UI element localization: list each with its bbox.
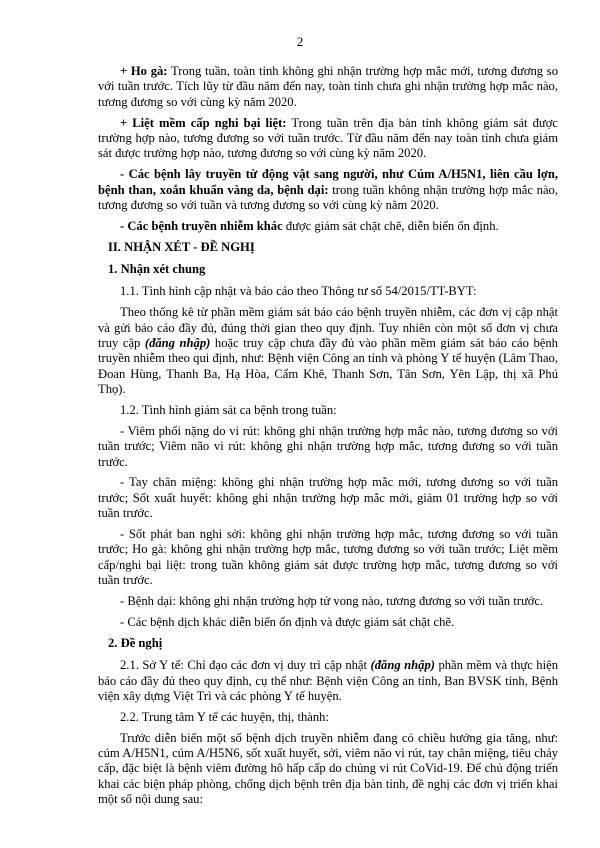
para-text: Theo thống kê từ phần mềm giám sát báo cáo bệnh truyền nhiễm, các đơn vị cập nhật và gửi báo cáo đầy đủ, đúng thời gian theo quy định. Tuy nhiên còn một số đơn vị chưa truy cập	[98, 305, 558, 351]
paragraph-2-2-detail: Trước diễn biến một số bệnh dịch truyền nhiễm đang có chiều hướng gia tăng, như: cúm A/H5N1, cúm A/H5N6, sốt xuất huyết, sởi, viêm não vi rút, tay chân miệng, tiêu chảy cấp, đặc biệt là bệnh viêm đường hô hấp cấp do chủng vi rút CoVid-19. Để chủ động triển khai các biện pháp phòng, chống dịch bệnh trên địa bàn tỉnh, đề nghị các đơn vị triển khai một số nội dung sau:	[98, 730, 558, 807]
para-text: - Sốt phát ban nghi sởi: không ghi nhận trường hợp mắc, tương đương so với tuần trước; Ho gà: không ghi nhận trường hợp mắc, tương đương so với tuần trước; Liệt mềm cấp/nghi bại liệt: trong tuần không giám sát được trường hợp mắc, tương đương so với tuần trước.	[98, 527, 558, 588]
para-text: trong tuần không nhận trường hợp mắc nào, tương đương so với tuần và tương đương so với cùng kỳ năm 2020.	[98, 182, 558, 213]
paragraph-2-2: 2.2. Trung tâm Y tế các huyện, thị, thành:	[120, 709, 329, 724]
para-text: 2.1. Sở Y tế: Chỉ đạo các đơn vị duy trì cập nhật	[120, 658, 371, 673]
paragraph-1-2-d: - Bệnh dại: không ghi nhận trường hợp tử vong nào, tương đương so với tuần trước.	[120, 594, 544, 609]
subsection-heading-1: 1. Nhận xét chung	[108, 262, 206, 277]
para-emphasis: (đăng nhập)	[144, 336, 211, 351]
section-heading-ii: II. NHẬN XÉT - ĐỀ NGHỊ	[108, 239, 255, 254]
subsection-heading-2: 2. Đề nghị	[108, 635, 163, 650]
para-text: hoặc truy cập chưa đầy đủ vào phần mềm giám sát báo cáo bệnh truyền nhiễm theo qui định, như: Bệnh viện Công an tỉnh và phòng Y tế huyện (Lâm Thao, Đoan Hùng, Thanh Ba, Hạ Hòa, Cẩm Khê, Thanh Sơn, Tân Sơn, Yên Lập, thị xã Phú Thọ).	[98, 336, 558, 397]
paragraph-whooping-cough	[98, 64, 558, 110]
paragraph-1-2-b: - Tay chân miệng: không ghi nhận trường hợp mắc mới, tương đương so với tuần trước; Sốt xuất huyết: không ghi nhận trường hợp mắc mới, giảm 01 trường hợp so với tuần trước.	[98, 475, 558, 521]
para-text: được giám sát chặt chẽ, diễn biến ổn định.	[282, 218, 499, 233]
paragraph-1-1-detail	[98, 305, 558, 397]
para-lead: - Các bệnh lây truyền từ động vật sang người, như Cúm A/H5N1, liên cầu lợn, bệnh than, xoắn khuẩn vàng da, bệnh dại:	[98, 167, 558, 197]
paragraph-2-1	[98, 658, 558, 704]
para-text: phần mềm và thực hiện báo cáo đầy đủ theo quy định, cụ thể như: Bệnh viện Công an tỉnh, Ban BVSK tỉnh, Bệnh viện xây dựng Việt Trì và các phòng Y tế huyện.	[98, 658, 558, 703]
paragraph-acute-flaccid-paralysis	[98, 116, 558, 162]
paragraph-1-2-a: - Viêm phổi nặng do vi rút: không ghi nhận trường hợp mắc nào, tương đương so với tuần trước; Viêm não vi rút: không ghi nhận trường hợp mắc, tương đương so với tuần trước.	[98, 423, 558, 469]
page-number: 2	[296, 34, 304, 49]
paragraph-zoonotic-diseases	[98, 167, 558, 213]
para-text: Trong tuần, toàn tỉnh không ghi nhận trường hợp mắc mới, tương đương so với tuần trước. Tích lũy từ đầu năm đến nay, toàn tỉnh chưa ghi nhận trường hợp mắc nào, tương đương so với cùng kỳ năm 2020.	[98, 64, 558, 109]
para-text: Trong tuần trên địa bàn tỉnh không giám sát được trường hợp nào, tương đương so với tuần trước. Từ đầu năm đến nay toàn tỉnh chưa giám sát được trường hợp nào, tương đương so với cùng kỳ năm 2020.	[98, 115, 558, 161]
document-body	[98, 64, 558, 813]
paragraph-1-2: 1.2. Tình hình giám sát ca bệnh trong tuần:	[120, 403, 337, 418]
paragraph-1-2-e: - Các bệnh dịch khác diễn biến ổn định và được giám sát chặt chẽ.	[120, 614, 455, 629]
paragraph-1-1: 1.1. Tình hình cập nhật và báo cáo theo Thông tư số 54/2015/TT-BYT:	[120, 284, 477, 299]
para-lead: + Ho gà:	[120, 64, 168, 78]
para-lead: + Liệt mềm cấp nghi bại liệt:	[120, 115, 287, 130]
para-lead: - Các bệnh truyền nhiễm khác	[120, 218, 283, 233]
paragraph-other-diseases	[98, 219, 558, 234]
para-emphasis: (đăng nhập)	[370, 658, 435, 673]
paragraph-1-2-c	[98, 527, 558, 589]
